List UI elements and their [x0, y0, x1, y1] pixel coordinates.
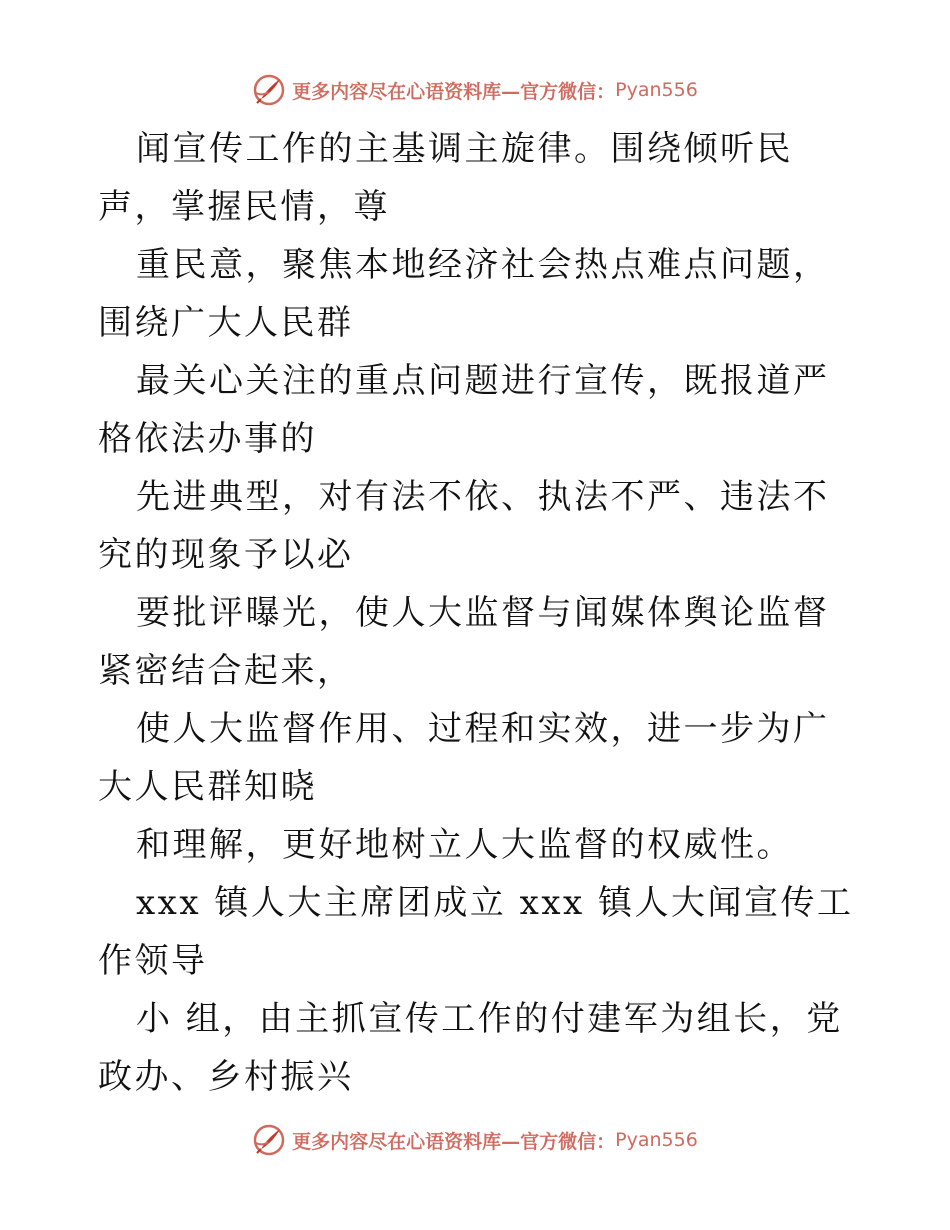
- paragraph: 先进典型，对有法不依、执法不严、违法不究的现象予以必: [98, 477, 830, 575]
- document-body: [98, 120, 858, 1106]
- footer-banner: [0, 1120, 950, 1160]
- paragraph: 小 组，由主抓宣传工作的付建军为组长，党政办、乡村振兴: [98, 999, 843, 1097]
- header-banner-text: 更多内容尽在心语资料库—官方微信：: [292, 80, 616, 103]
- header-banner: [0, 70, 950, 110]
- footer-banner-contact: Pyan556: [615, 1129, 698, 1151]
- header-banner-contact: Pyan556: [615, 79, 698, 101]
- paragraph: 重民意，聚焦本地经济社会热点难点问题，围绕广大人民群: [98, 245, 830, 343]
- paragraph: 使人大监督作用、过程和实效，进一步为广大人民群知晓: [98, 709, 830, 807]
- paragraph: xxx 镇人大主席团成立 xxx 镇人大闻宣传工作领导: [98, 883, 854, 981]
- feather-pen-logo-icon: [252, 73, 286, 107]
- paragraph: 和理解，更好地树立人大监督的权威性。: [136, 825, 793, 865]
- paragraph: 要批评曝光，使人大监督与闻媒体舆论监督紧密结合起来，: [98, 593, 830, 691]
- feather-pen-logo-icon: [252, 1123, 286, 1157]
- paragraph: 最关心关注的重点问题进行宣传，既报道严格依法办事的: [98, 361, 830, 459]
- paragraph: 闻宣传工作的主基调主旋律。围绕倾听民声，掌握民情，尊: [98, 129, 793, 227]
- footer-banner-text: 更多内容尽在心语资料库—官方微信：: [292, 1130, 616, 1153]
